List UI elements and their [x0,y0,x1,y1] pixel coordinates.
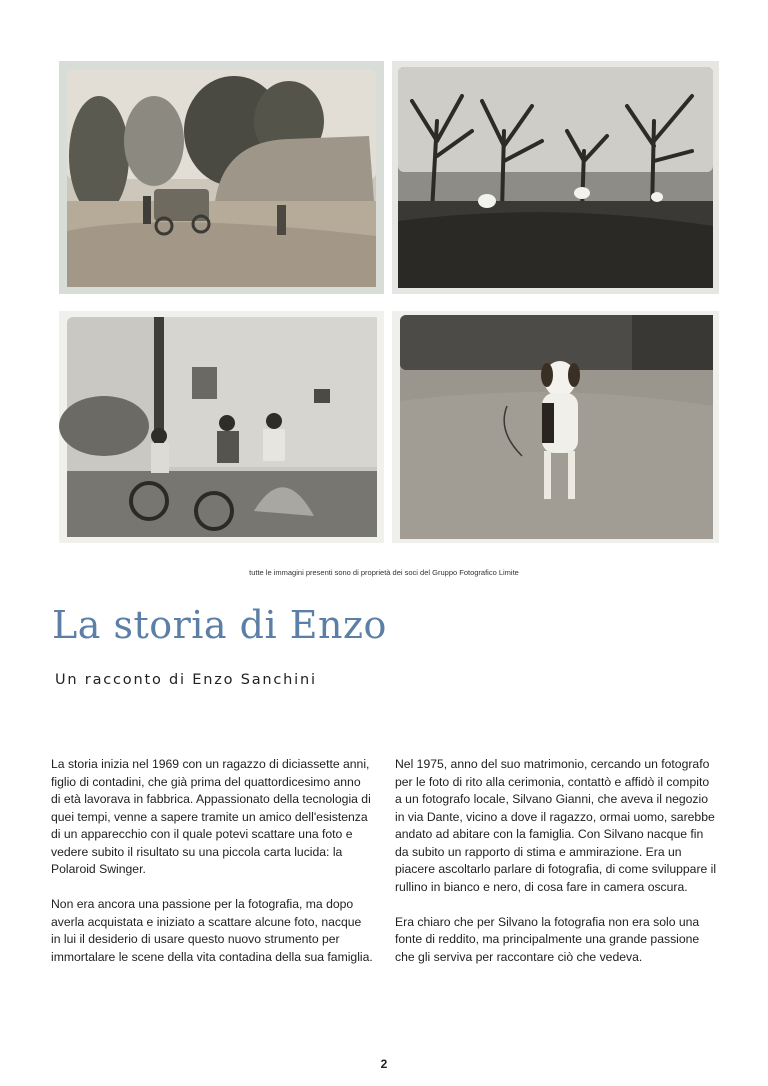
paragraph: Nel 1975, anno del suo matrimonio, cercando un fotografo per le foto di rito alla cerimonia, contattò e affidò il compito a un fotografo locale, Silvano Gianni, che aveva il negozio in via Dante, vicino a dove il ragazzo, ormai uomo, sarebbe andato ad abitare con la famiglia. Con Silvano nacque fin da subito un rapporto di stima e ammirazione. Era un piacere ascoltarlo parlare di fotografia, di come sviluppare il rullino in bianco e nero, di cosa fare in camera oscura. [395,757,717,894]
article-subtitle: Un racconto di Enzo Sanchini [55,672,317,688]
paragraph: Era chiaro che per Silvano la fotografia non era solo una fonte di reddito, ma principalmente una grande passione che gli serviva per raccontare ciò che vedeva. [395,914,700,964]
photo-motorbikes [59,311,384,543]
page-number: 2 [380,1057,388,1071]
photo-credit-caption: tutte le immagini presenti sono di proprietà dei soci del Gruppo Fotografico Limite [249,568,519,577]
right-text-column [395,756,717,984]
photo-haystack [59,61,384,294]
photo-orchard [392,61,719,294]
paragraph: La storia inizia nel 1969 con un ragazzo di diciassette anni, figlio di contadini, che già prima del quattordicesimo anno di età lavorava in fabbrica. Appassionato della tecnologia di quei tempi, venne a sapere tramite un amico dell'esistenza di un apparecchio con il quale potevi scattare una foto e vedere subito il risultato su una piccola carta lucida: la Polaroid Swinger. [51,757,371,876]
paragraph: Non era ancora una passione per la fotografia, ma dopo averla acquistata e iniziato a scattare alcune foto, nacque in lui il desiderio di usare questo nuovo strumento per immortalare le scene della vita contadina della sua famiglia. [51,897,373,964]
photo-dog [392,311,719,543]
left-text-column [51,756,373,984]
article-title: La storia di Enzo [52,603,387,647]
